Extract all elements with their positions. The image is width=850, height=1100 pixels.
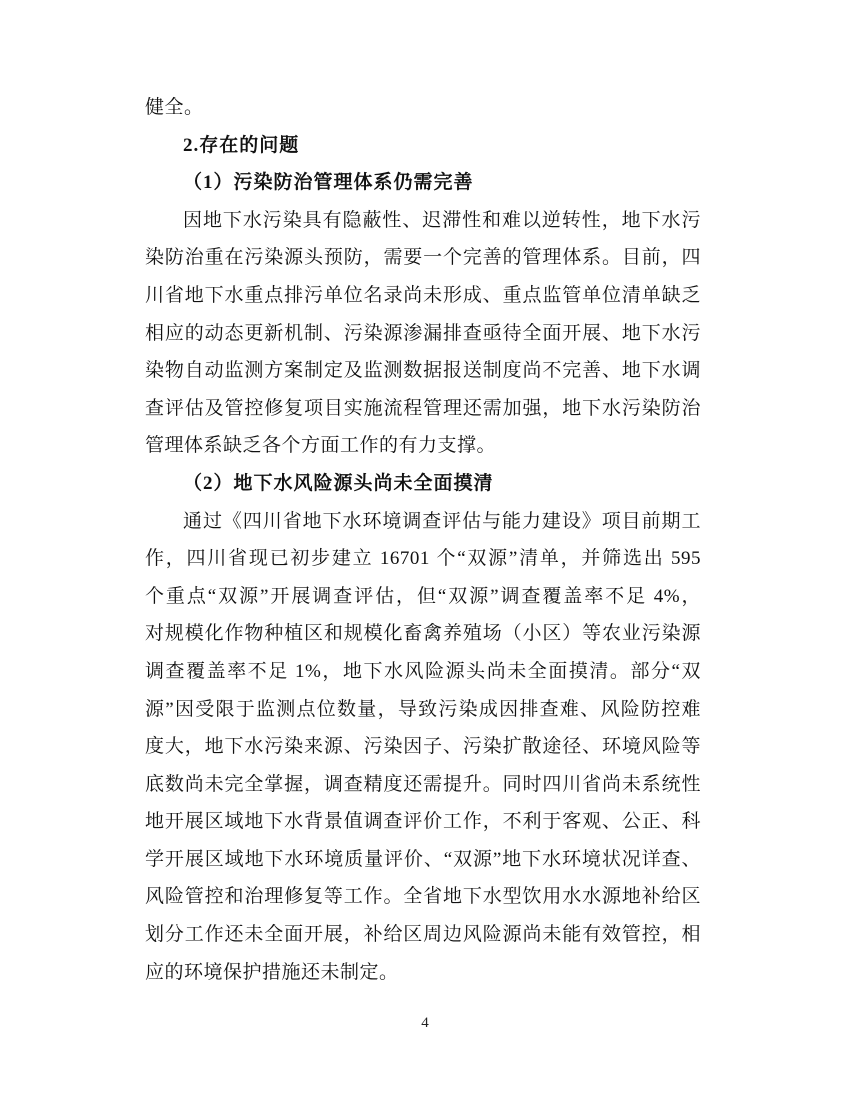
section-heading: （2）地下水风险源头尚未全面摸清 [183, 472, 494, 494]
text-line: 管理体系缺乏各个方面工作的有力支撑。 [145, 435, 497, 457]
text-line: 健全。 [145, 97, 204, 118]
text-line: 因地下水污染具有隐蔽性、迟滞性和难以逆转性，地下水污 [183, 209, 701, 231]
text-line: 度大，地下水污染来源、污染因子、污染扩散途径、环境风险等 [145, 736, 701, 758]
page-number: 4 [421, 1015, 429, 1031]
text-line: 作，四川省现已初步建立 16701 个“双源”清单，并筛选出 595 [145, 548, 701, 570]
text-line: 划分工作还未全面开展，补给区周边风险源尚未能有效管控，相 [145, 924, 701, 946]
text-line: 通过《四川省地下水环境调查评估与能力建设》项目前期工 [183, 510, 701, 532]
section-heading: 2.存在的问题 [183, 134, 300, 156]
text-line: 川省地下水重点排污单位名录尚未形成、重点监管单位清单缺乏 [145, 284, 701, 306]
text-line: 相应的动态更新机制、污染源渗漏排查亟待全面开展、地下水污 [145, 322, 701, 344]
section-heading: （1）污染防治管理体系仍需完善 [183, 172, 474, 194]
text-line: 调查覆盖率不足 1%，地下水风险源头尚未全面摸清。部分“双 [145, 660, 701, 682]
text-line: 染物自动监测方案制定及监测数据报送制度尚不完善、地下水调 [145, 360, 701, 382]
text-line: 应的环境保护措施还未制定。 [145, 961, 399, 983]
text-line: 底数尚未完全掌握，调查精度还需提升。同时四川省尚未系统性 [145, 773, 701, 795]
text-line: 个重点“双源”开展调查评估，但“双源”调查覆盖率不足 4%， [145, 585, 701, 607]
text-line: 风险管控和治理修复等工作。全省地下水型饮用水水源地补给区 [145, 886, 701, 908]
text-line: 对规模化作物种植区和规模化畜禽养殖场（小区）等农业污染源 [145, 623, 701, 645]
text-line: 查评估及管控修复项目实施流程管理还需加强，地下水污染防治 [145, 397, 701, 419]
page-footer [0, 1012, 850, 1034]
document-body [145, 89, 701, 991]
text-line: 源”因受限于监测点位数量，导致污染成因排查难、风险防控难 [145, 698, 701, 720]
text-line: 学开展区域地下水环境质量评价、“双源”地下水环境状况详查、 [145, 848, 701, 870]
text-line: 地开展区域地下水背景值调查评价工作，不利于客观、公正、科 [145, 811, 701, 833]
text-line: 染防治重在污染源头预防，需要一个完善的管理体系。目前，四 [145, 247, 701, 269]
